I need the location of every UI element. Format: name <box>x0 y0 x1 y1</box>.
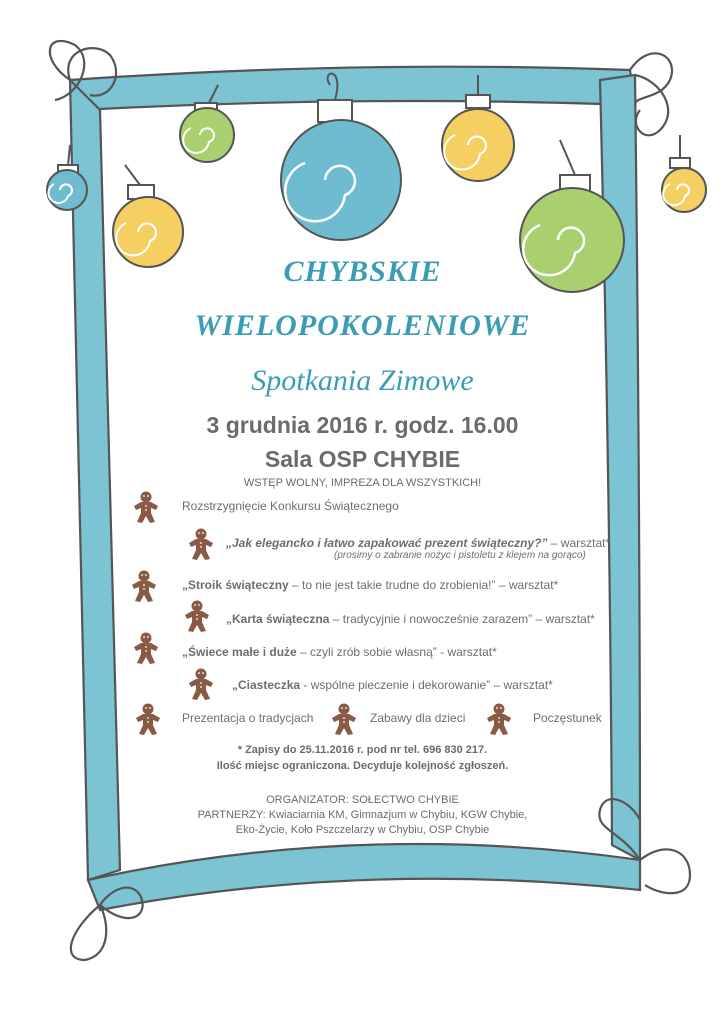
limit-info: Ilość miejsc ograniczona. Decyduje kolejność zgłoszeń. <box>216 760 509 772</box>
program-item-card <box>226 612 595 626</box>
gingerbread-icon <box>131 570 157 602</box>
gingerbread-icon <box>133 632 159 664</box>
card-title: „Karta świąteczna <box>226 612 330 626</box>
organizer: ORGANIZATOR: SOŁECTWO CHYBIE <box>266 794 459 806</box>
program-item-contest: Rozstrzygnięcie Konkursu Świątecznego <box>182 499 399 513</box>
title-line-2: WIELOPOKOLENIOWE <box>194 309 531 342</box>
stroik-title: „Stroik świąteczny <box>182 578 289 592</box>
event-date: 3 grudnia 2016 r. godz. 16.00 <box>206 412 519 438</box>
gingerbread-icon <box>184 600 210 632</box>
cookies-rest: - wspólne pieczenie i dekorowanie” – warsztat* <box>300 678 553 692</box>
program-item-stroik <box>182 578 558 592</box>
subtitle: Spotkania Zimowe <box>251 364 474 397</box>
candles-rest: – czyli zrób sobie własną” - warsztat* <box>296 645 497 659</box>
partners-line-2: Eko-Życie, Koło Pszczelarzy w Chybiu, OSP Chybie <box>235 824 490 836</box>
gingerbread-icon <box>331 703 357 735</box>
program-item-games: Zabawy dla dzieci <box>370 711 466 725</box>
entry-info: WSTĘP WOLNY, IMPREZA DLA WSZYSTKICH! <box>243 477 482 489</box>
card-rest: – tradycyjnie i nowocześnie zarazem” – warsztat* <box>329 612 595 626</box>
gingerbread-icon <box>486 703 512 735</box>
gingerbread-icon <box>188 528 214 560</box>
cookies-title: „Ciasteczka <box>232 678 301 692</box>
signup-info: * Zapisy do 25.11.2016 r. pod nr tel. 696 830 217. <box>237 744 488 756</box>
wrapping-rest: – warsztat* <box>547 536 611 550</box>
gingerbread-icon <box>133 491 159 523</box>
gingerbread-icon <box>188 668 214 700</box>
program-item-wrapping <box>226 536 610 550</box>
ornament-yellow-small <box>662 135 706 212</box>
partners-line-1: PARTNERZY: Kwiaciarnia KM, Gimnazjum w Chybiu, KGW Chybie, <box>197 809 528 821</box>
program-item-refreshments: Poczęstunek <box>533 711 602 725</box>
program-item-candles <box>182 645 497 659</box>
candles-title: „Świece małe i duże <box>182 645 297 659</box>
program-item-presentation: Prezentacja o tradycjach <box>182 711 314 725</box>
program-item-cookies <box>232 678 553 692</box>
title-line-1: CHYBSKIE <box>283 255 442 288</box>
wrapping-title: „Jak elegancko i łatwo zapakować prezent świąteczny?” <box>226 536 548 550</box>
stroik-rest: – to nie jest takie trudne do zrobienia!” – warsztat* <box>288 578 559 592</box>
wrapping-note: (prosimy o zabranie nożyc i pistoletu z klejem na gorąco) <box>334 550 586 561</box>
ornament-yellow-left <box>113 165 183 267</box>
gingerbread-icon <box>135 703 161 735</box>
event-venue: Sala OSP CHYBIE <box>264 446 461 472</box>
